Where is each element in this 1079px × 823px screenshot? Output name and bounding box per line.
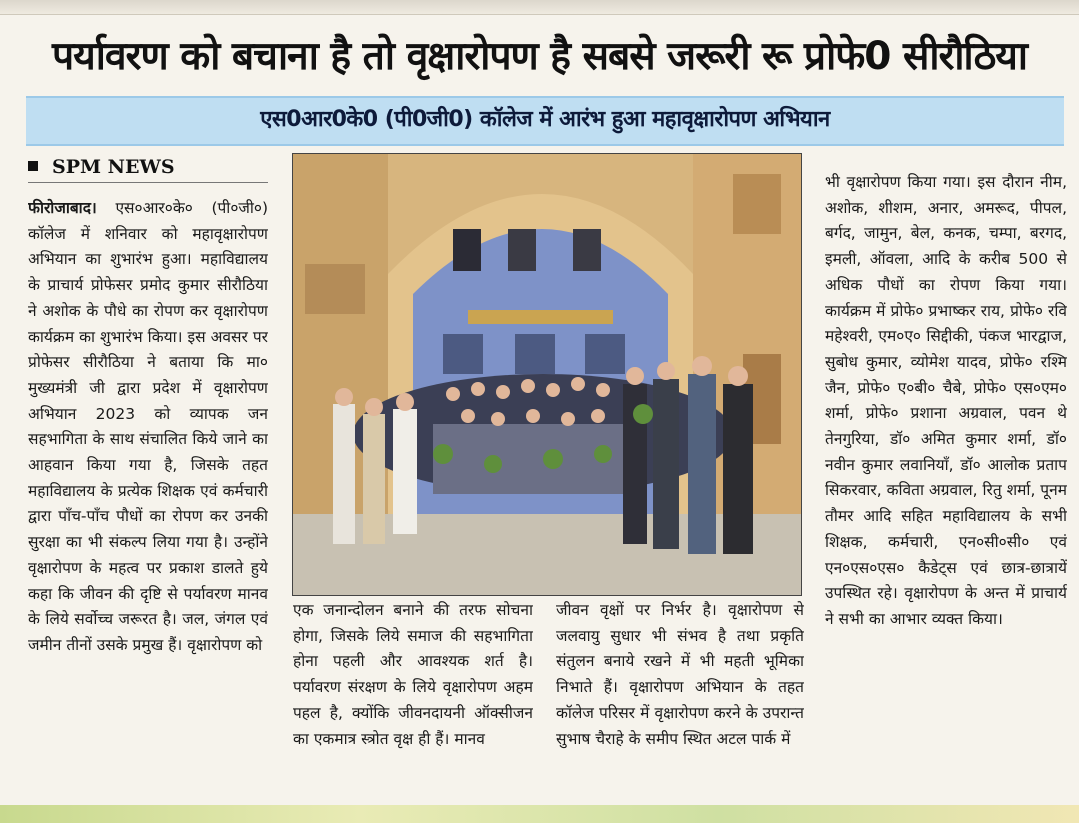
group-photo-illustration	[293, 154, 801, 595]
subheadline: एस0आर0के0 (पी0जी0) कॉलेज में आरंभ हुआ महावृक्षारोपण अभियान	[26, 96, 1064, 146]
news-photo	[292, 153, 802, 596]
headline: पर्यावरण को बचाना है तो वृक्षारोपण है सबसे जरूरी रू प्रोफे0 सीरौठिया	[52, 34, 1027, 79]
article-column-1-text: एस०आर०के० (पी०जी०) कॉलेज में शनिवार को महावृक्षारोपण अभियान का शुभारंभ हुआ। महाविद्यालय के प्राचार्य प्रोफेसर प्रमोद कुमार सीरौठिया ने अशोक के पौधे का रोपण कर वृक्षारोपण कार्यक्रम का शुभारंभ किया। इस अवसर पर प्रोफेसर सीरौठिया ने बताया कि मा० मुख्यमंत्री जी द्वारा प्रदेश में वृक्षारोपण अभियान 2023 को व्यापक जन सहभागिता के साथ संचालित किये जाने का आहवान किया गया है, जिसके तहत महाविद्यालय के प्रत्येक शिक्षक एवं कर्मचारी द्वारा पाँच-पाँच पौधों का रोपण कर उनकी सुरक्षा का भी संकल्प लिया गया है। उन्होंने वृक्षारोपण के महत्व पर प्रकाश डालते हुये कहा कि जीवन की दृष्टि से पर्यावरण मानव के लिये सर्वोच्च जरूरत है। जल, जंगल एवं जमीन तीनों उसके प्रमुख हैं। वृक्षारोपण को	[28, 199, 268, 654]
previous-article-strip	[0, 0, 1079, 15]
article-column-2: एक जनान्दोलन बनाने की तरफ सोचना होगा, जिसके लिये समाज की सहभागिता होना पहली और आवश्यक शर्त है। पर्यावरण संरक्षण के लिये वृक्षारोपण अहम पहल है, क्योंकि जीवनदायनी ऑक्सीजन का एकमात्र स्त्रोत वृक्ष ही हैं। मानव	[293, 601, 533, 748]
bottom-strip	[0, 805, 1079, 823]
bullet-square-icon	[28, 161, 38, 171]
article-column-1	[28, 196, 268, 796]
byline	[28, 152, 268, 183]
article-column-4: भी वृक्षारोपण किया गया। इस दौरान नीम, अशोक, शीशम, अनार, अमरूद, पीपल, बर्गद, जामुन, बेल, कनक, चम्पा, बरगद, इमली, ऑवला, आदि के करीब 500 से अधिक पौधों का रोपण किया गया। कार्यक्रम में प्रोफे० प्रभाष्कर राय, प्रोफे० रवि महेश्वरी, एम०ए० सिद्दीकी, पंकज भारद्वाज, सुबोध कुमार, व्योमेश यादव, प्रोफे० रश्मि जैन, प्रोफे० ए०बी० चैबे, प्रोफे० एस०एम० शर्मा, प्रोफे० प्रशाना अग्रवाल, पवन थे तेनगुरिया, डॉ० अमित कुमार शर्मा, डॉ० नवीन कुमार लवानियाँ, डॉ० आलोक प्रताप सिकरवार, कविता अग्रवाल, रितु शर्मा, पूनम तौमर आदि सहित महाविद्यालय के सभी शिक्षक, कर्मचारी, एन०सी०सी० एवं एन०एस०एस० कैडेट्स एवं छात्र-छात्रायें उपस्थित रहे। वृक्षारोपण के अन्त में प्राचार्य ने सभी का आभार व्यक्त किया।	[825, 173, 1067, 628]
dateline: फीरोजाबाद।	[28, 199, 97, 217]
article-column-3: जीवन वृक्षों पर निर्भर है। वृक्षारोपण से जलवायु सुधार भी संभव है तथा प्रकृति संतुलन बनाये रखने में भी महती भूमिका निभाते हैं। वृक्षारोपण अभियान के तहत कॉलेज परिसर में वृक्षारोपण करने के उपरान्त सुभाष चैराहे के समीप स्थित अटल पार्क में	[556, 601, 804, 748]
byline-text: SPM NEWS	[52, 156, 175, 178]
